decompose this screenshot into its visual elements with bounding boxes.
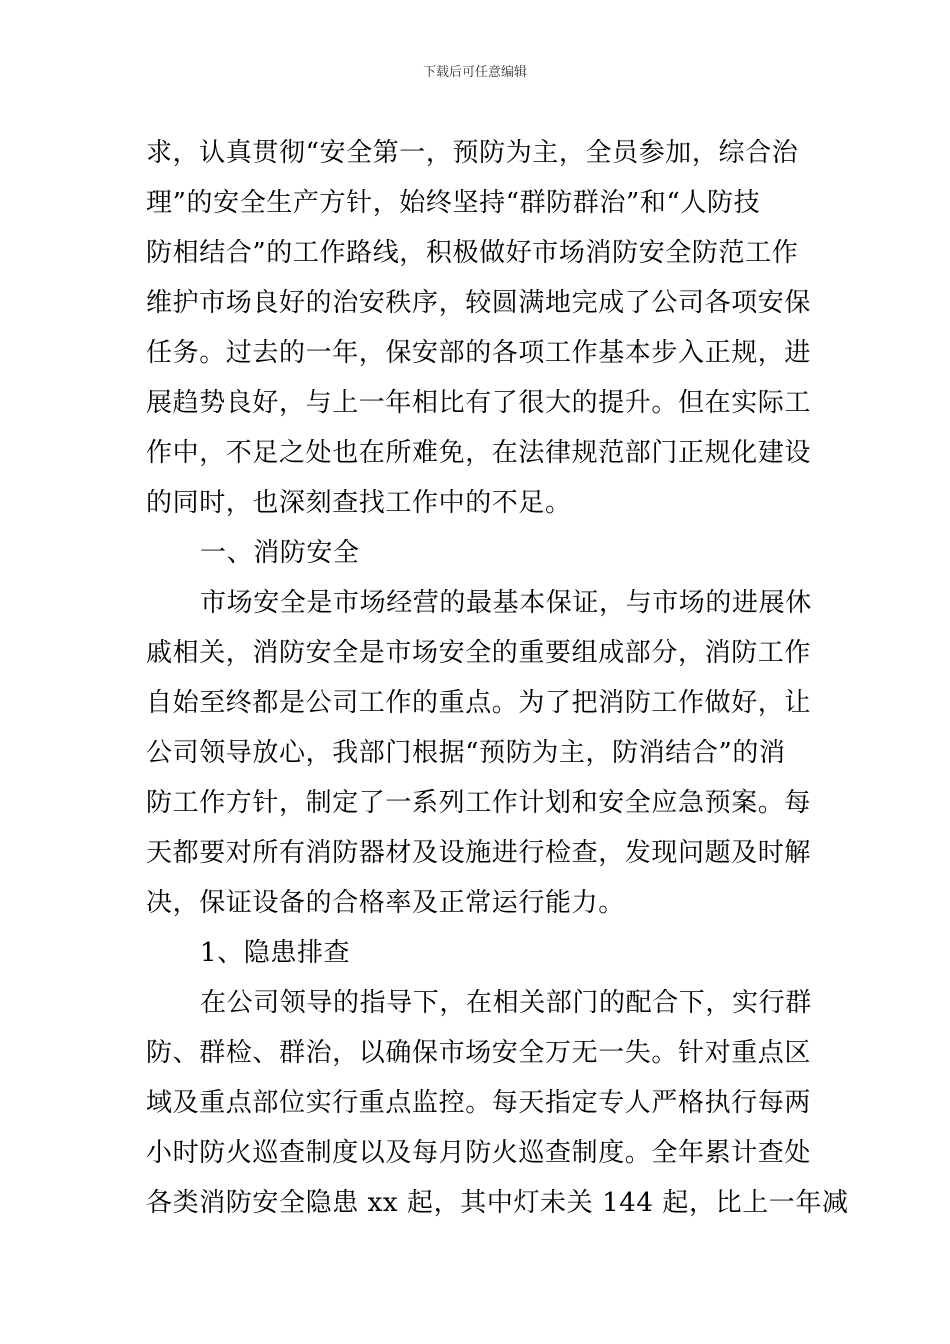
text-line: 求，认真贯彻“安全第一，预防为主，全员参加，综合治 bbox=[146, 138, 799, 168]
text-line: 理”的安全生产方针，始终坚持“群防群治”和“人防技 bbox=[146, 188, 761, 218]
text-line: 的同时，也深刻查找工作中的不足。 bbox=[146, 488, 572, 518]
text-line: 决，保证设备的合格率及正常运行能力。 bbox=[146, 888, 625, 918]
text-line: 任务。过去的一年，保安部的各项工作基本步入正规，进 bbox=[146, 338, 812, 368]
text-line: 防、群检、群治，以确保市场安全万无一失。针对重点区 bbox=[146, 1038, 812, 1068]
text-line: 各类消防安全隐患 xx 起，其中灯未关 144 起，比上一年减 bbox=[146, 1188, 849, 1218]
text-line: 域及重点部位实行重点监控。每天指定专人严格执行每两 bbox=[146, 1088, 812, 1118]
text-line: 市场安全是市场经营的最基本保证，与市场的进展休 bbox=[200, 588, 812, 618]
text-line: 防工作方针，制定了一系列工作计划和安全应急预案。每 bbox=[146, 788, 812, 818]
text-line: 小时防火巡查制度以及每月防火巡查制度。全年累计查处 bbox=[146, 1138, 812, 1168]
text-line: 自始至终都是公司工作的重点。为了把消防工作做好，让 bbox=[146, 688, 812, 718]
text-line: 作中，不足之处也在所难免，在法律规范部门正规化建设 bbox=[146, 438, 812, 468]
text-line: 维护市场良好的治安秩序，较圆满地完成了公司各项安保 bbox=[146, 288, 812, 318]
text-line: 展趋势良好，与上一年相比有了很大的提升。但在实际工 bbox=[146, 388, 812, 418]
text-line: 防相结合”的工作路线，积极做好市场消防安全防范工作 bbox=[146, 238, 799, 268]
text-line: 一、消防安全 bbox=[200, 538, 360, 568]
text-line: 在公司领导的指导下，在相关部门的配合下，实行群 bbox=[200, 988, 812, 1018]
text-line: 1、隐患排查 bbox=[200, 938, 351, 968]
text-line: 天都要对所有消防器材及设施进行检查，发现问题及时解 bbox=[146, 838, 812, 868]
text-line: 戚相关，消防安全是市场安全的重要组成部分，消防工作 bbox=[146, 638, 812, 668]
header-note: 下载后可任意编辑 bbox=[422, 65, 527, 80]
document-body bbox=[146, 128, 849, 1228]
text-line: 公司领导放心，我部门根据“预防为主，防消结合”的消 bbox=[146, 738, 786, 768]
